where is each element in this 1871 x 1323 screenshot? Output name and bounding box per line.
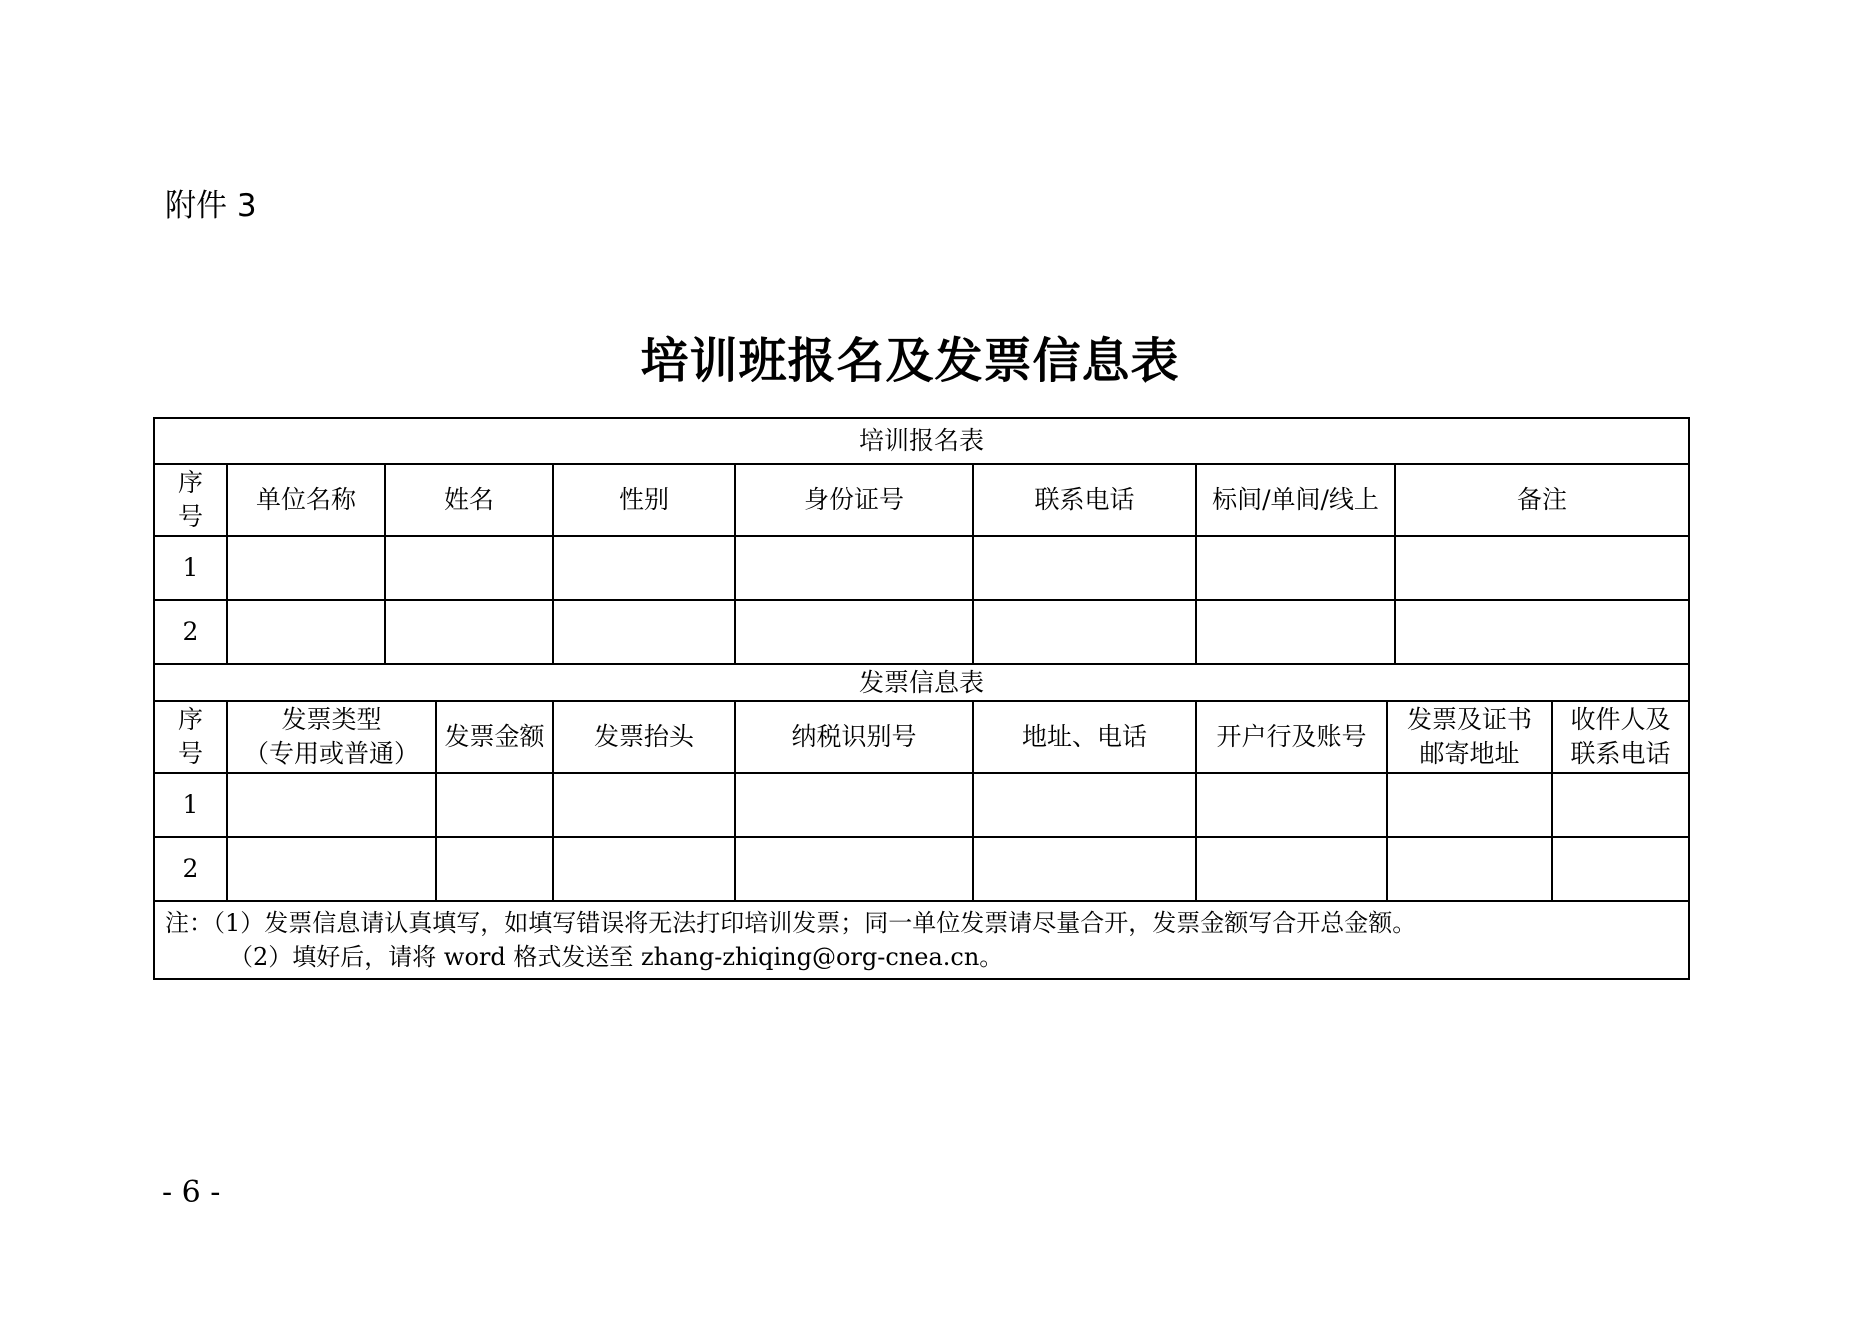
reg-row-1-seq: 1 bbox=[154, 536, 227, 600]
inv-header-mail-address-line2: 邮寄地址 bbox=[1419, 739, 1520, 768]
inv-row-1-tax-id-cell[interactable] bbox=[735, 773, 973, 837]
reg-row-1-room-type-cell[interactable] bbox=[1196, 536, 1395, 600]
inv-row-2-address-phone-cell[interactable] bbox=[973, 837, 1196, 901]
reg-row-1-gender-cell[interactable] bbox=[553, 536, 735, 600]
reg-header-phone: 联系电话 bbox=[973, 464, 1196, 536]
inv-header-invoice-type-line2: （专用或普通） bbox=[243, 739, 419, 768]
inv-row-1-title-cell[interactable] bbox=[553, 773, 735, 837]
inv-header-recipient-line2: 联系电话 bbox=[1570, 739, 1671, 768]
reg-row-2-phone-cell[interactable] bbox=[973, 600, 1196, 664]
reg-row-2-name-cell[interactable] bbox=[385, 600, 553, 664]
reg-header-seq bbox=[154, 464, 227, 536]
inv-row-2-seq: 2 bbox=[154, 837, 227, 901]
inv-header-invoice-type bbox=[227, 701, 436, 773]
registration-row-2 bbox=[154, 600, 1689, 664]
registration-invoice-table bbox=[153, 417, 1690, 980]
inv-header-tax-id: 纳税识别号 bbox=[735, 701, 973, 773]
inv-header-mail-address bbox=[1387, 701, 1552, 773]
reg-row-2-id-number-cell[interactable] bbox=[735, 600, 973, 664]
reg-header-id-number: 身份证号 bbox=[735, 464, 973, 536]
inv-row-1-seq: 1 bbox=[154, 773, 227, 837]
inv-row-2-tax-id-cell[interactable] bbox=[735, 837, 973, 901]
attachment-label: 附件 3 bbox=[165, 188, 257, 224]
reg-row-1-unit-name-cell[interactable] bbox=[227, 536, 385, 600]
invoice-header-row bbox=[154, 701, 1689, 773]
inv-header-bank-account: 开户行及账号 bbox=[1196, 701, 1387, 773]
reg-header-unit-name: 单位名称 bbox=[227, 464, 385, 536]
inv-header-seq-line2: 号 bbox=[177, 739, 203, 768]
reg-row-2-seq: 2 bbox=[154, 600, 227, 664]
inv-row-2-recipient-cell[interactable] bbox=[1552, 837, 1689, 901]
document-title: 培训班报名及发票信息表 bbox=[640, 333, 1180, 389]
inv-row-2-title-cell[interactable] bbox=[553, 837, 735, 901]
invoice-row-1 bbox=[154, 773, 1689, 837]
reg-row-1-id-number-cell[interactable] bbox=[735, 536, 973, 600]
inv-header-address-phone: 地址、电话 bbox=[973, 701, 1196, 773]
inv-row-2-mail-address-cell[interactable] bbox=[1387, 837, 1552, 901]
inv-header-recipient-line1: 收件人及 bbox=[1570, 705, 1671, 734]
reg-header-room-type: 标间/单间/线上 bbox=[1196, 464, 1395, 536]
reg-header-remarks: 备注 bbox=[1395, 464, 1689, 536]
note-line-1: 注：（1）发票信息请认真填写，如填写错误将无法打印培训发票；同一单位发票请尽量合开，发票金额写合开总金额。 bbox=[165, 909, 1417, 937]
inv-header-amount: 发票金额 bbox=[436, 701, 553, 773]
reg-header-seq-line2: 号 bbox=[177, 502, 203, 531]
reg-header-gender: 性别 bbox=[553, 464, 735, 536]
invoice-row-2 bbox=[154, 837, 1689, 901]
page-number: - 6 - bbox=[162, 1175, 221, 1210]
inv-row-1-recipient-cell[interactable] bbox=[1552, 773, 1689, 837]
reg-header-seq-line1: 序 bbox=[177, 468, 203, 497]
inv-header-recipient bbox=[1552, 701, 1689, 773]
inv-row-1-mail-address-cell[interactable] bbox=[1387, 773, 1552, 837]
reg-row-2-unit-name-cell[interactable] bbox=[227, 600, 385, 664]
registration-section-title: 培训报名表 bbox=[154, 418, 1689, 464]
reg-row-2-remarks-cell[interactable] bbox=[1395, 600, 1689, 664]
inv-row-2-bank-account-cell[interactable] bbox=[1196, 837, 1387, 901]
invoice-section-row bbox=[154, 664, 1689, 701]
registration-row-1 bbox=[154, 536, 1689, 600]
inv-row-1-bank-account-cell[interactable] bbox=[1196, 773, 1387, 837]
notes-cell bbox=[154, 901, 1689, 979]
reg-row-1-name-cell[interactable] bbox=[385, 536, 553, 600]
inv-header-seq-line1: 序 bbox=[177, 705, 203, 734]
reg-row-1-phone-cell[interactable] bbox=[973, 536, 1196, 600]
inv-header-mail-address-line1: 发票及证书 bbox=[1406, 705, 1532, 734]
note-line-2: （2）填好后，请将 word 格式发送至 zhang-zhiqing@org-cnea.cn。 bbox=[229, 943, 1004, 971]
reg-header-name: 姓名 bbox=[385, 464, 553, 536]
invoice-section-title: 发票信息表 bbox=[154, 664, 1689, 701]
inv-row-2-amount-cell[interactable] bbox=[436, 837, 553, 901]
inv-header-seq bbox=[154, 701, 227, 773]
inv-row-1-invoice-type-cell[interactable] bbox=[227, 773, 436, 837]
inv-header-invoice-type-line1: 发票类型 bbox=[281, 705, 382, 734]
inv-row-2-invoice-type-cell[interactable] bbox=[227, 837, 436, 901]
registration-header-row bbox=[154, 464, 1689, 536]
reg-row-2-gender-cell[interactable] bbox=[553, 600, 735, 664]
reg-row-1-remarks-cell[interactable] bbox=[1395, 536, 1689, 600]
inv-row-1-amount-cell[interactable] bbox=[436, 773, 553, 837]
reg-row-2-room-type-cell[interactable] bbox=[1196, 600, 1395, 664]
inv-row-1-address-phone-cell[interactable] bbox=[973, 773, 1196, 837]
notes-row bbox=[154, 901, 1689, 979]
registration-section-row bbox=[154, 418, 1689, 464]
inv-header-title: 发票抬头 bbox=[553, 701, 735, 773]
